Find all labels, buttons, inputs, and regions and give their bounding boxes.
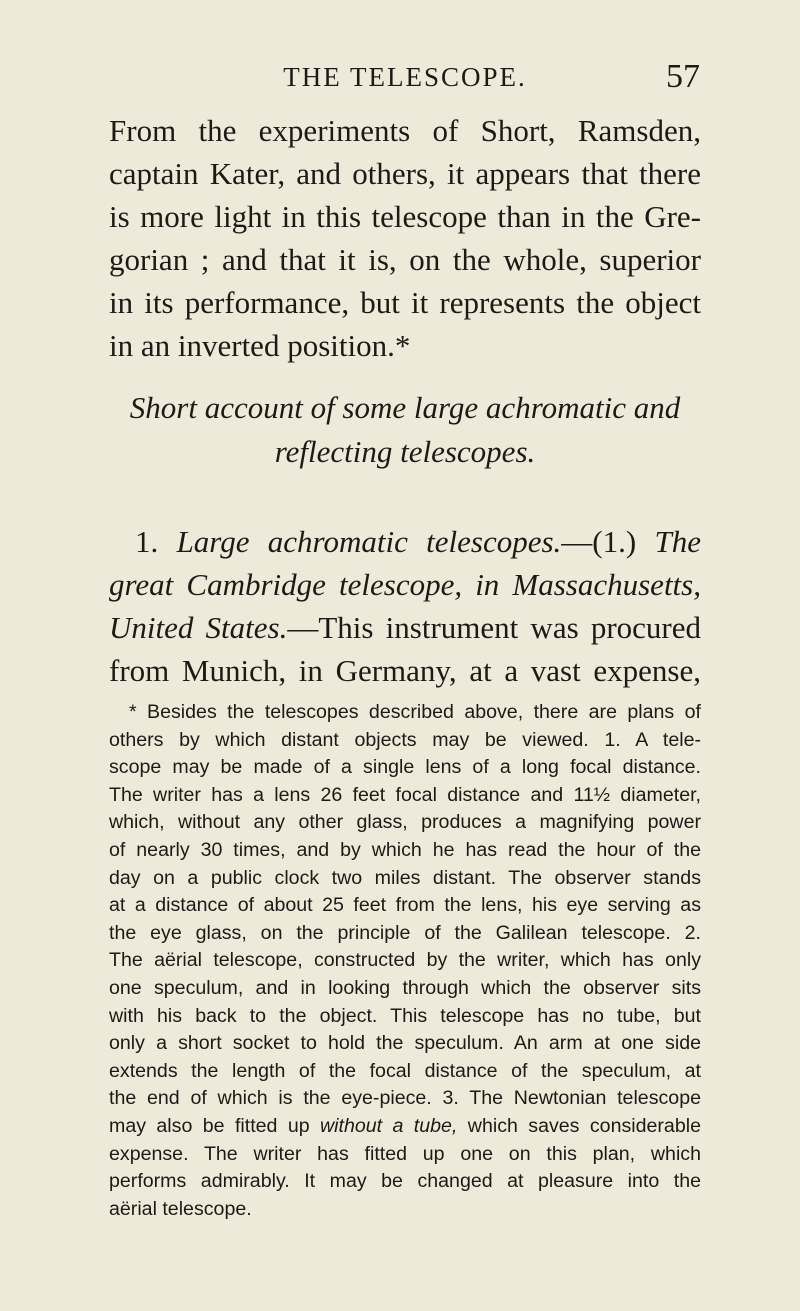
footnote: [109, 699, 701, 1223]
footnote-line: one speculum, and in looking through which the observer sits: [109, 976, 701, 999]
footnote-line: expense. The writer has fitted up one on this plan, which: [109, 1142, 701, 1165]
text-line: in its performance, but it represents the object: [109, 285, 701, 320]
text-line: gorian ; and that it is, on the whole, superior: [109, 242, 701, 277]
paragraph-cambridge-telescope: [109, 520, 701, 692]
footnote-line: The aërial telescope, constructed by the writer, which has only: [109, 949, 701, 972]
footnote-line: the eye glass, on the principle of the Galilean telescope. 2.: [109, 921, 701, 944]
footnote-line: scope may be made of a single lens of a long focal distance.: [109, 756, 701, 779]
paragraph-reflecting-telescope: [109, 109, 701, 367]
page-number: 57: [666, 58, 700, 95]
text-fragment: which saves considerable: [467, 1114, 701, 1137]
footnote-line: * Besides the telescopes described above, there are plans of: [129, 701, 701, 723]
footnote-line: of nearly 30 times, and by which he has read the hour of the: [109, 838, 701, 861]
footnote-line: The writer has a lens 26 feet focal distance and 11½ diameter,: [109, 783, 701, 806]
italic-fragment: United States.: [109, 610, 288, 645]
footnote-line: at a distance of about 25 feet from the lens, his eye serving as: [109, 894, 701, 917]
section-heading-line-1: Short account of some large achromatic and: [129, 390, 681, 425]
footnote-line: with his back to the object. This telescope has no tube, but: [109, 1004, 701, 1027]
italic-fragment: without a tube,: [320, 1114, 458, 1137]
text-line: [109, 606, 701, 649]
footnote-line: the end of which is the eye-piece. 3. The Newtonian telescope: [109, 1087, 701, 1110]
text-line: in an inverted position.*: [109, 328, 411, 363]
text-line: great Cambridge telescope, in Massachusetts,: [109, 567, 701, 602]
running-head: [110, 58, 700, 102]
footnote-line: day on a public clock two miles distant. The observer stands: [109, 866, 701, 889]
running-head-title: THE TELESCOPE.: [283, 62, 527, 92]
text-line: [109, 520, 701, 563]
list-number: 1.: [135, 524, 159, 559]
section-heading-line-2: reflecting telescopes.: [274, 434, 536, 469]
text-line: from Munich, in Germany, at a vast expense,: [109, 653, 701, 688]
footnote-line: others by which distant objects may be viewed. 1. A tele-: [109, 728, 701, 751]
text-fragment: —This instrument was procured: [287, 610, 701, 645]
text-line: From the experiments of Short, Ramsden,: [109, 113, 701, 148]
text-fragment: —(1.): [561, 524, 637, 559]
footnote-line: extends the length of the focal distance of the speculum, at: [109, 1059, 701, 1082]
italic-fragment: The: [654, 524, 701, 559]
subsection-title: Large achromatic telescopes.: [176, 524, 562, 559]
footnote-line: which, without any other glass, produces a magnifying power: [109, 811, 701, 834]
text-fragment: may also be fitted up: [109, 1114, 310, 1137]
footnote-line: only a short socket to hold the speculum. An arm at one side: [109, 1032, 701, 1055]
section-heading: [109, 386, 701, 474]
text-line: is more light in this telescope than in the Gre-: [109, 199, 701, 234]
footnote-line: performs admirably. It may be changed at pleasure into the: [109, 1170, 701, 1193]
footnote-line: [109, 1113, 701, 1141]
text-line: captain Kater, and others, it appears that there: [109, 156, 701, 191]
footnote-line: aërial telescope.: [109, 1197, 252, 1220]
